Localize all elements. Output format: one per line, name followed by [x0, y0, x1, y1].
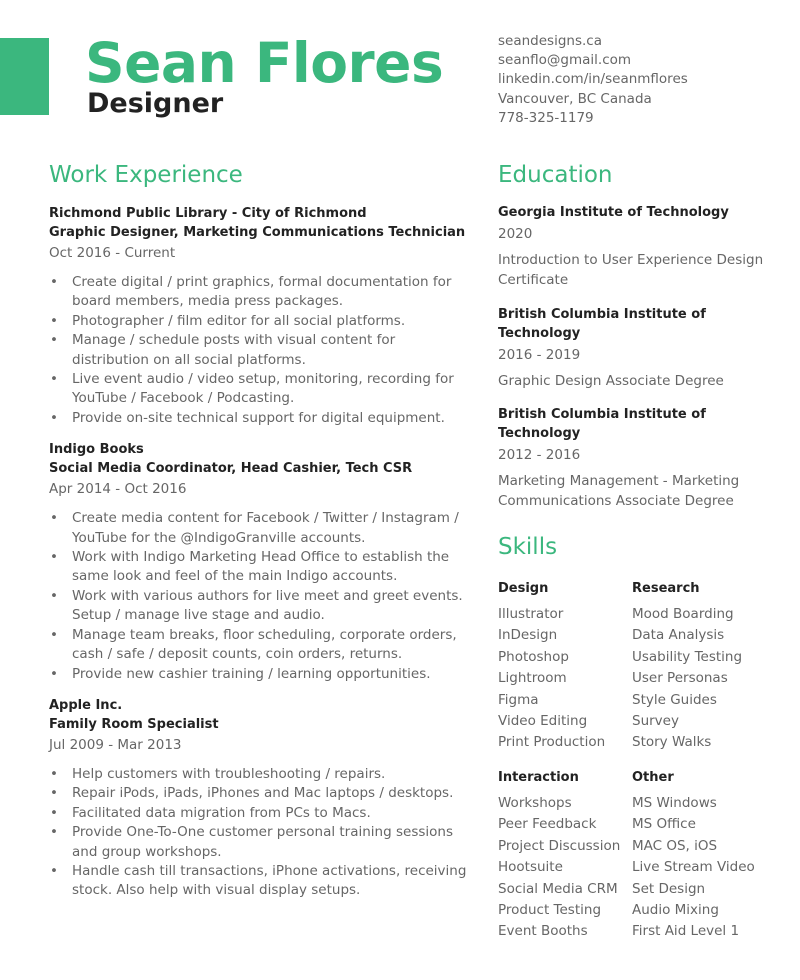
work-experience-heading: Work Experience: [49, 162, 243, 188]
job-bullet: • Create media content for Facebook / Twitter / Instagram / YouTube for the @IndigoGranville accounts.: [49, 509, 469, 548]
education-entry: [498, 405, 788, 512]
education-years: 2020: [498, 226, 533, 242]
skill-item: Style Guides: [632, 691, 717, 708]
skill-item: MS Windows: [632, 795, 717, 811]
job-bullet: • Handle cash till transactions, iPhone activations, receiving stock. Also help with visual display setups.: [49, 862, 469, 901]
education-years: 2016 - 2019: [498, 346, 581, 363]
contact-block: [498, 32, 788, 128]
skills-interaction-column: [498, 768, 648, 943]
education-program: Introduction to User Experience Design Certificate: [498, 252, 764, 288]
job-dates: Oct 2016 - Current: [49, 245, 176, 261]
job-bullet: • Manage / schedule posts with visual content for distribution on all social platforms.: [49, 331, 469, 370]
job-bullet: • Provide new cashier training / learning opportunities.: [49, 665, 469, 684]
education-section: [498, 203, 788, 526]
role-subtitle: Designer: [87, 88, 224, 119]
job-bullet: • Facilitated data migration from PCs to Macs.: [49, 804, 469, 823]
skill-item: Lightroom: [498, 670, 567, 687]
skills-research-heading: Research: [632, 581, 700, 596]
job-bullets: [49, 509, 469, 684]
skills-design-column: [498, 579, 648, 754]
job-bullet: • Work with Indigo Marketing Head Office to establish the same look and feel of the main Indigo accounts.: [49, 548, 469, 587]
job-dates: Apr 2014 - Oct 2016: [49, 481, 187, 498]
skills-design-list: [498, 604, 648, 754]
skills-heading: Skills: [498, 534, 558, 560]
job-bullet: • Create digital / print graphics, formal documentation for board members, media press packages.: [49, 273, 469, 312]
skill-item: Social Media CRM: [498, 880, 618, 897]
education-program: Graphic Design Associate Degree: [498, 372, 724, 389]
contact-location: Vancouver, BC Canada: [498, 90, 652, 107]
skill-item: Print Production: [498, 734, 606, 751]
job-bullet: • Manage team breaks, floor scheduling, corporate orders, cash / safe / deposit counts, coin orders, returns.: [49, 626, 469, 665]
skill-item: Hootsuite: [498, 859, 563, 876]
work-experience-section: [49, 204, 469, 913]
skill-item: Audio Mixing: [632, 902, 719, 919]
skill-item: Product Testing: [498, 902, 602, 919]
education-school: British Columbia Institute of Technology: [498, 407, 706, 442]
job-title: Social Media Coordinator, Head Cashier, Tech CSR: [49, 461, 413, 477]
accent-bar: [0, 38, 49, 115]
job-entry: [49, 204, 469, 428]
education-program: Marketing Management - Marketing Communications Associate Degree: [498, 473, 740, 510]
skill-item: InDesign: [498, 627, 558, 644]
job-bullet: • Repair iPods, iPads, iPhones and Mac laptops / desktops.: [49, 784, 469, 803]
education-years: 2012 - 2016: [498, 447, 581, 464]
skills-design-heading: Design: [498, 581, 549, 596]
skill-item: MAC OS, iOS: [632, 837, 718, 854]
skill-item: Photoshop: [498, 648, 569, 665]
job-bullet: • Work with various authors for live meet and greet events. Setup / manage live stage and audio.: [49, 587, 469, 626]
job-bullets: [49, 765, 469, 901]
job-bullets: [49, 273, 469, 428]
contact-phone: 778-325-1179: [498, 109, 594, 126]
skill-item: Video Editing: [498, 713, 588, 730]
job-dates: Jul 2009 - Mar 2013: [49, 736, 182, 753]
job-bullet: • Live event audio / video setup, monitoring, recording for YouTube / Facebook / Podcasting.: [49, 370, 469, 409]
skills-other-column: [632, 768, 782, 943]
skill-item: Mood Boarding: [632, 606, 734, 622]
name-heading: Sean Flores: [85, 31, 444, 95]
education-entry: [498, 305, 788, 392]
job-title: Family Room Specialist: [49, 716, 219, 732]
contact-linkedin: linkedin.com/in/seanmflores: [498, 71, 688, 88]
skill-item: Survey: [632, 713, 679, 730]
job-bullet: • Provide One-To-One customer personal training sessions and group workshops.: [49, 823, 469, 862]
skills-research-list: [632, 604, 782, 754]
job-bullet: • Help customers with troubleshooting / repairs.: [49, 765, 469, 784]
skill-item: Peer Feedback: [498, 816, 597, 833]
skill-item: Usability Testing: [632, 648, 743, 665]
skills-research-column: [632, 579, 782, 754]
skill-item: MS Office: [632, 816, 696, 833]
job-company: Richmond Public Library - City of Richmond: [49, 206, 367, 221]
skills-other-heading: Other: [632, 770, 674, 785]
skills-other-list: [632, 793, 782, 943]
skill-item: Workshops: [498, 795, 572, 811]
skills-interaction-list: [498, 793, 648, 943]
job-company: Apple Inc.: [49, 697, 123, 713]
skill-item: Story Walks: [632, 734, 712, 751]
job-entry: [49, 696, 469, 901]
skill-item: Project Discussion: [498, 837, 621, 854]
education-heading: Education: [498, 162, 613, 188]
skill-item: Live Stream Video: [632, 859, 755, 876]
skill-item: Set Design: [632, 880, 706, 897]
job-entry: [49, 440, 469, 684]
job-company: Indigo Books: [49, 442, 144, 458]
education-school: British Columbia Institute of Technology: [498, 306, 706, 341]
job-title: Graphic Designer, Marketing Communications Technician: [49, 225, 466, 240]
skill-item: First Aid Level 1: [632, 923, 740, 940]
education-school: Georgia Institute of Technology: [498, 205, 729, 220]
skill-item: Data Analysis: [632, 627, 725, 644]
skill-item: User Personas: [632, 670, 728, 687]
contact-email: seanflo@gmail.com: [498, 52, 632, 69]
education-entry: [498, 203, 788, 291]
skill-item: Figma: [498, 691, 539, 708]
job-bullet: • Photographer / film editor for all social platforms.: [49, 312, 469, 331]
skill-item: Event Booths: [498, 923, 588, 940]
job-bullet: • Provide on-site technical support for digital equipment.: [49, 409, 469, 428]
contact-website: seandesigns.ca: [498, 33, 602, 49]
skill-item: Illustrator: [498, 606, 564, 622]
skills-interaction-heading: Interaction: [498, 770, 579, 785]
